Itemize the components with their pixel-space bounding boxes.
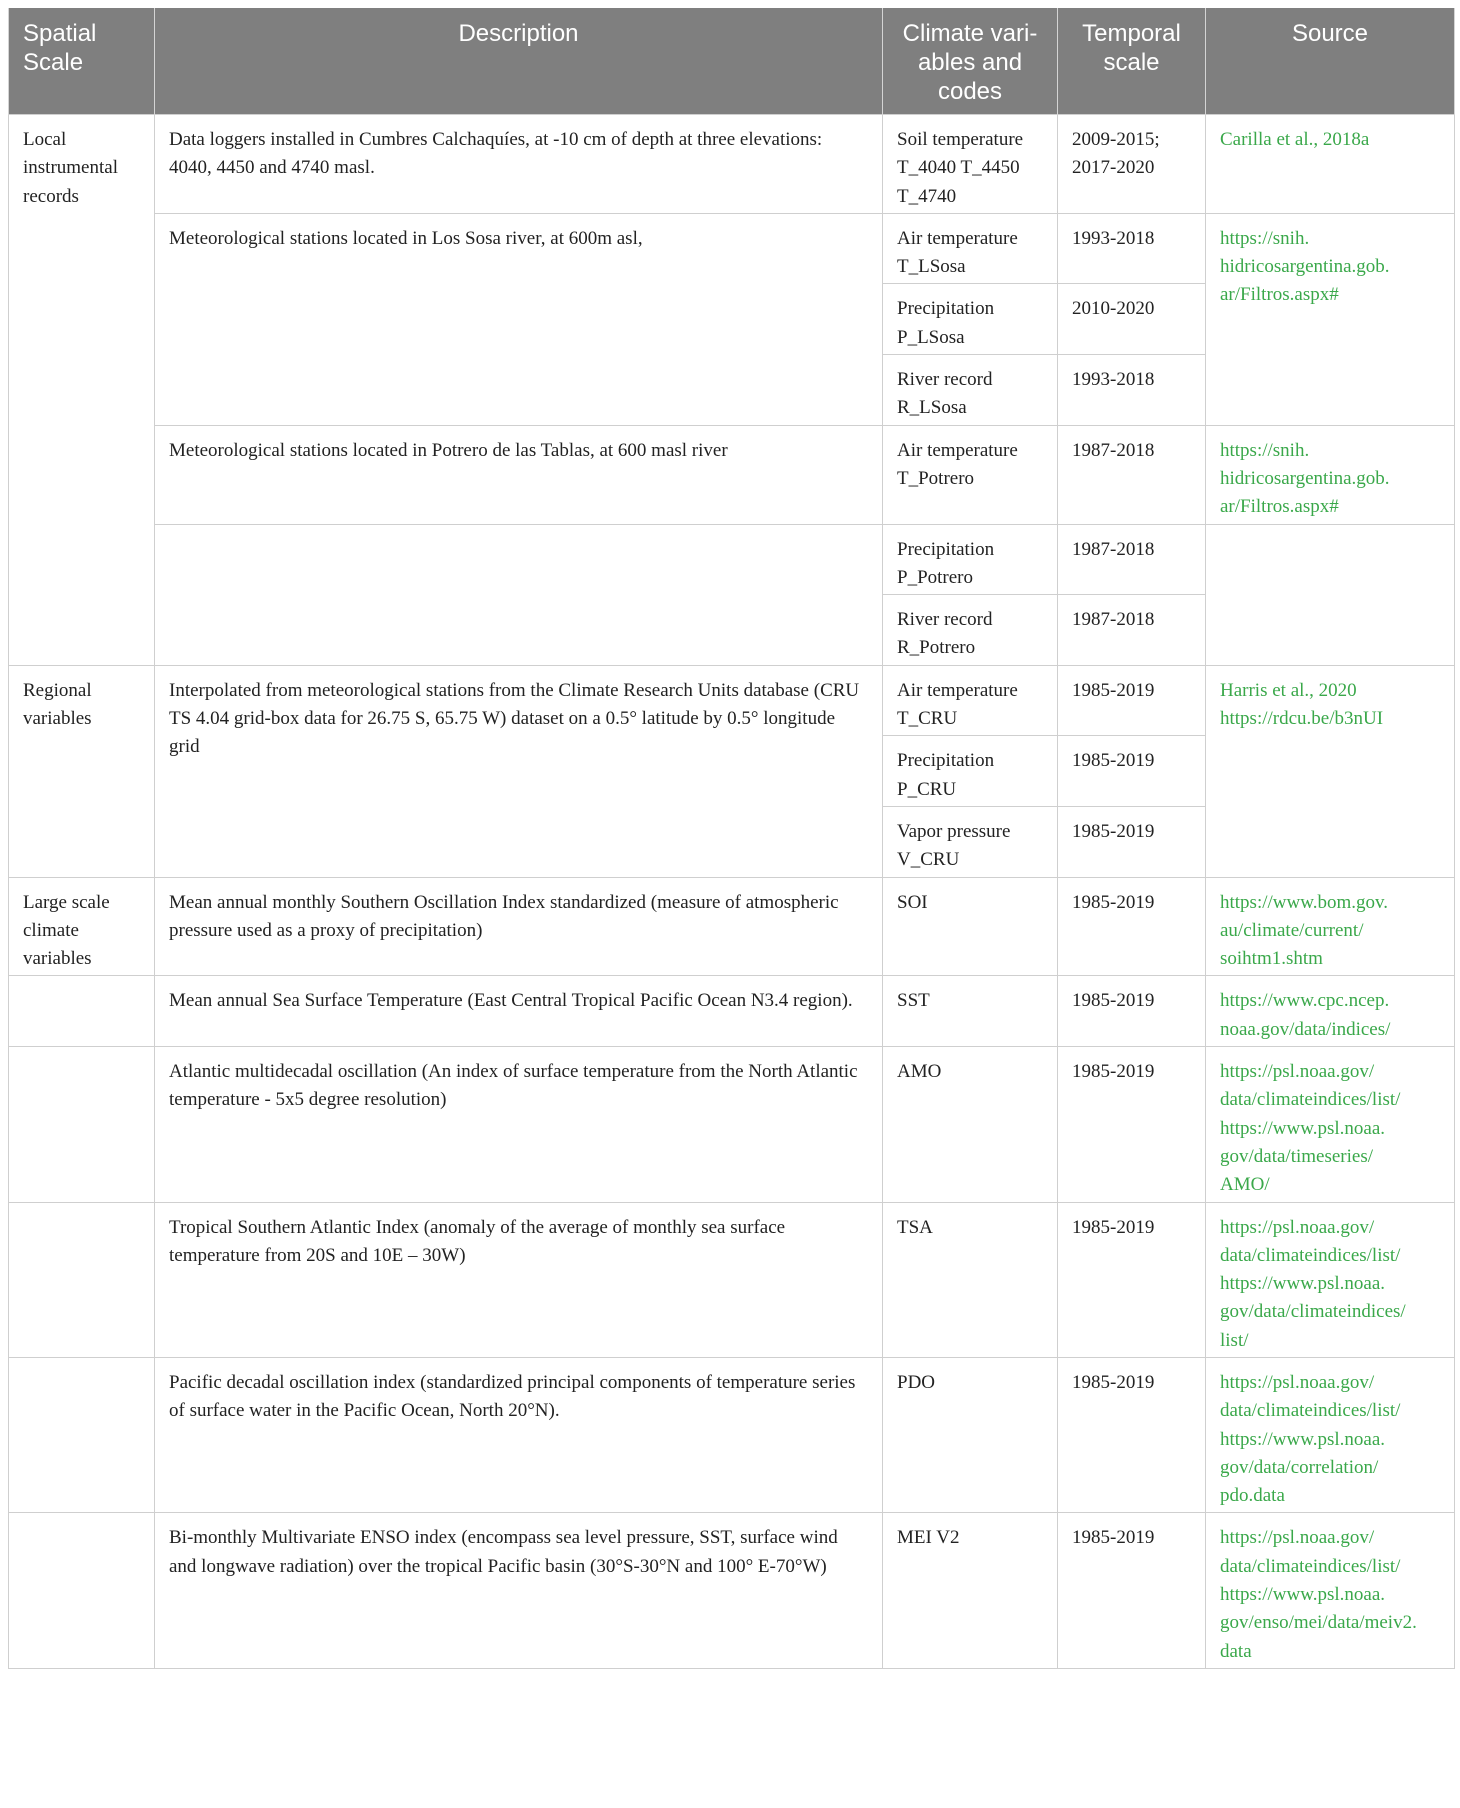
source-link[interactable]: Harris et al., 2020 https://rdcu.be/b3nUI xyxy=(1206,665,1455,877)
climate-variable-cell: TSA xyxy=(883,1202,1058,1357)
table-row xyxy=(9,1357,1455,1512)
temporal-scale-cell: 2010-2020 xyxy=(1058,284,1206,355)
temporal-scale-cell: 1985-2019 xyxy=(1058,1357,1206,1512)
table-row xyxy=(9,115,1455,214)
description-cell: Mean annual Sea Surface Temperature (East Central Tropical Pacific Ocean N3.4 region). xyxy=(155,976,883,1047)
spatial-scale-cell: Large scale climate variables xyxy=(9,877,155,976)
temporal-scale-cell: 1985-2019 xyxy=(1058,806,1206,877)
header-climate-variables: Climate vari- ables and codes xyxy=(883,8,1058,115)
climate-variable-cell: SOI xyxy=(883,877,1058,976)
temporal-scale-cell: 1985-2019 xyxy=(1058,1202,1206,1357)
source-link[interactable]: https://psl.noaa.gov/ data/climateindices/list/ https://www.psl.noaa. gov/data/timeseries/ AMO/ xyxy=(1206,1047,1455,1202)
table-row xyxy=(9,976,1455,1047)
source-link[interactable]: Carilla et al., 2018a xyxy=(1206,115,1455,214)
climate-variable-cell: River record R_LSosa xyxy=(883,355,1058,426)
climate-variable-cell: Air temperature T_Potrero xyxy=(883,425,1058,524)
climate-variable-cell: Soil temperature T_4040 T_4450 T_4740 xyxy=(883,115,1058,214)
source-link[interactable]: https://psl.noaa.gov/ data/climateindices/list/ https://www.psl.noaa. gov/data/climateindices/ list/ xyxy=(1206,1202,1455,1357)
climate-variable-cell: Air temperature T_CRU xyxy=(883,665,1058,736)
spatial-scale-cell-empty xyxy=(9,976,155,1047)
temporal-scale-cell: 1985-2019 xyxy=(1058,877,1206,976)
temporal-scale-cell: 2009-2015; 2017-2020 xyxy=(1058,115,1206,214)
temporal-scale-cell: 1985-2019 xyxy=(1058,736,1206,807)
source-link[interactable]: https://snih. hidricosargentina.gob. ar/Filtros.aspx# xyxy=(1206,425,1455,524)
temporal-scale-cell: 1985-2019 xyxy=(1058,665,1206,736)
climate-variable-cell: AMO xyxy=(883,1047,1058,1202)
description-cell-empty xyxy=(155,524,883,665)
spatial-scale-cell-empty xyxy=(9,1047,155,1202)
climate-variable-cell: Air temperature T_LSosa xyxy=(883,213,1058,284)
temporal-scale-cell: 1987-2018 xyxy=(1058,595,1206,666)
source-link[interactable]: https://www.bom.gov. au/climate/current/ soihtm1.shtm xyxy=(1206,877,1455,976)
spatial-scale-cell-empty xyxy=(9,1357,155,1512)
climate-data-table xyxy=(8,8,1455,1669)
temporal-scale-cell: 1985-2019 xyxy=(1058,976,1206,1047)
table-row xyxy=(9,1513,1455,1668)
description-cell: Mean annual monthly Southern Oscillation Index standardized (measure of atmospheric pressure used as a proxy of precipitation) xyxy=(155,877,883,976)
temporal-scale-cell: 1985-2019 xyxy=(1058,1047,1206,1202)
source-cell-empty xyxy=(1206,524,1455,665)
spatial-scale-cell: Regional variables xyxy=(9,665,155,877)
climate-variable-cell: River record R_Potrero xyxy=(883,595,1058,666)
temporal-scale-cell: 1993-2018 xyxy=(1058,355,1206,426)
temporal-scale-cell: 1985-2019 xyxy=(1058,1513,1206,1668)
description-cell: Pacific decadal oscillation index (standardized principal components of temperature series of surface water in the Pacific Ocean, North 20°N). xyxy=(155,1357,883,1512)
source-link[interactable]: https://psl.noaa.gov/ data/climateindices/list/ https://www.psl.noaa. gov/data/correlation/ pdo.data xyxy=(1206,1357,1455,1512)
temporal-scale-cell: 1993-2018 xyxy=(1058,213,1206,284)
table-row xyxy=(9,213,1455,284)
header-temporal-scale: Temporal scale xyxy=(1058,8,1206,115)
description-cell: Meteorological stations located in Potrero de las Tablas, at 600 masl river xyxy=(155,425,883,524)
table-row xyxy=(9,1047,1455,1202)
header-spatial-scale: Spatial Scale xyxy=(9,8,155,115)
spatial-scale-cell: Local instrumental records xyxy=(9,115,155,666)
table-header xyxy=(9,8,1455,115)
climate-variable-cell: MEI V2 xyxy=(883,1513,1058,1668)
description-cell: Meteorological stations located in Los Sosa river, at 600m asl, xyxy=(155,213,883,425)
source-link[interactable]: https://psl.noaa.gov/ data/climateindices/list/ https://www.psl.noaa. gov/enso/mei/data/meiv2. data xyxy=(1206,1513,1455,1668)
table-row xyxy=(9,665,1455,736)
header-description: Description xyxy=(155,8,883,115)
description-cell: Interpolated from meteorological stations from the Climate Research Units database (CRU TS 4.04 grid-box data for 26.75 S, 65.75 W) dataset on a 0.5° latitude by 0.5° longitude grid xyxy=(155,665,883,877)
climate-variable-cell: Precipitation P_LSosa xyxy=(883,284,1058,355)
table-row xyxy=(9,1202,1455,1357)
spatial-scale-cell-empty xyxy=(9,1202,155,1357)
climate-variable-cell: Precipitation P_CRU xyxy=(883,736,1058,807)
description-cell: Data loggers installed in Cumbres Calchaquíes, at -10 cm of depth at three elevations: 4040, 4450 and 4740 masl. xyxy=(155,115,883,214)
temporal-scale-cell: 1987-2018 xyxy=(1058,425,1206,524)
description-cell: Tropical Southern Atlantic Index (anomaly of the average of monthly sea surface temperature from 20S and 10E – 30W) xyxy=(155,1202,883,1357)
table-body xyxy=(9,115,1455,1669)
temporal-scale-cell: 1987-2018 xyxy=(1058,524,1206,595)
header-source: Source xyxy=(1206,8,1455,115)
climate-variable-cell: SST xyxy=(883,976,1058,1047)
climate-variable-cell: Precipitation P_Potrero xyxy=(883,524,1058,595)
climate-variable-cell: PDO xyxy=(883,1357,1058,1512)
table-row xyxy=(9,877,1455,976)
table-row xyxy=(9,524,1455,595)
spatial-scale-cell-empty xyxy=(9,1513,155,1668)
climate-variable-cell: Vapor pressure V_CRU xyxy=(883,806,1058,877)
description-cell: Bi-monthly Multivariate ENSO index (encompass sea level pressure, SST, surface wind and longwave radiation) over the tropical Pacific basin (30°S-30°N and 100° E-70°W) xyxy=(155,1513,883,1668)
description-cell: Atlantic multidecadal oscillation (An index of surface temperature from the North Atlantic temperature - 5x5 degree resolution) xyxy=(155,1047,883,1202)
source-link[interactable]: https://snih. hidricosargentina.gob. ar/Filtros.aspx# xyxy=(1206,213,1455,425)
table-row xyxy=(9,425,1455,524)
source-link[interactable]: https://www.cpc.ncep. noaa.gov/data/indices/ xyxy=(1206,976,1455,1047)
header-row xyxy=(9,8,1455,115)
